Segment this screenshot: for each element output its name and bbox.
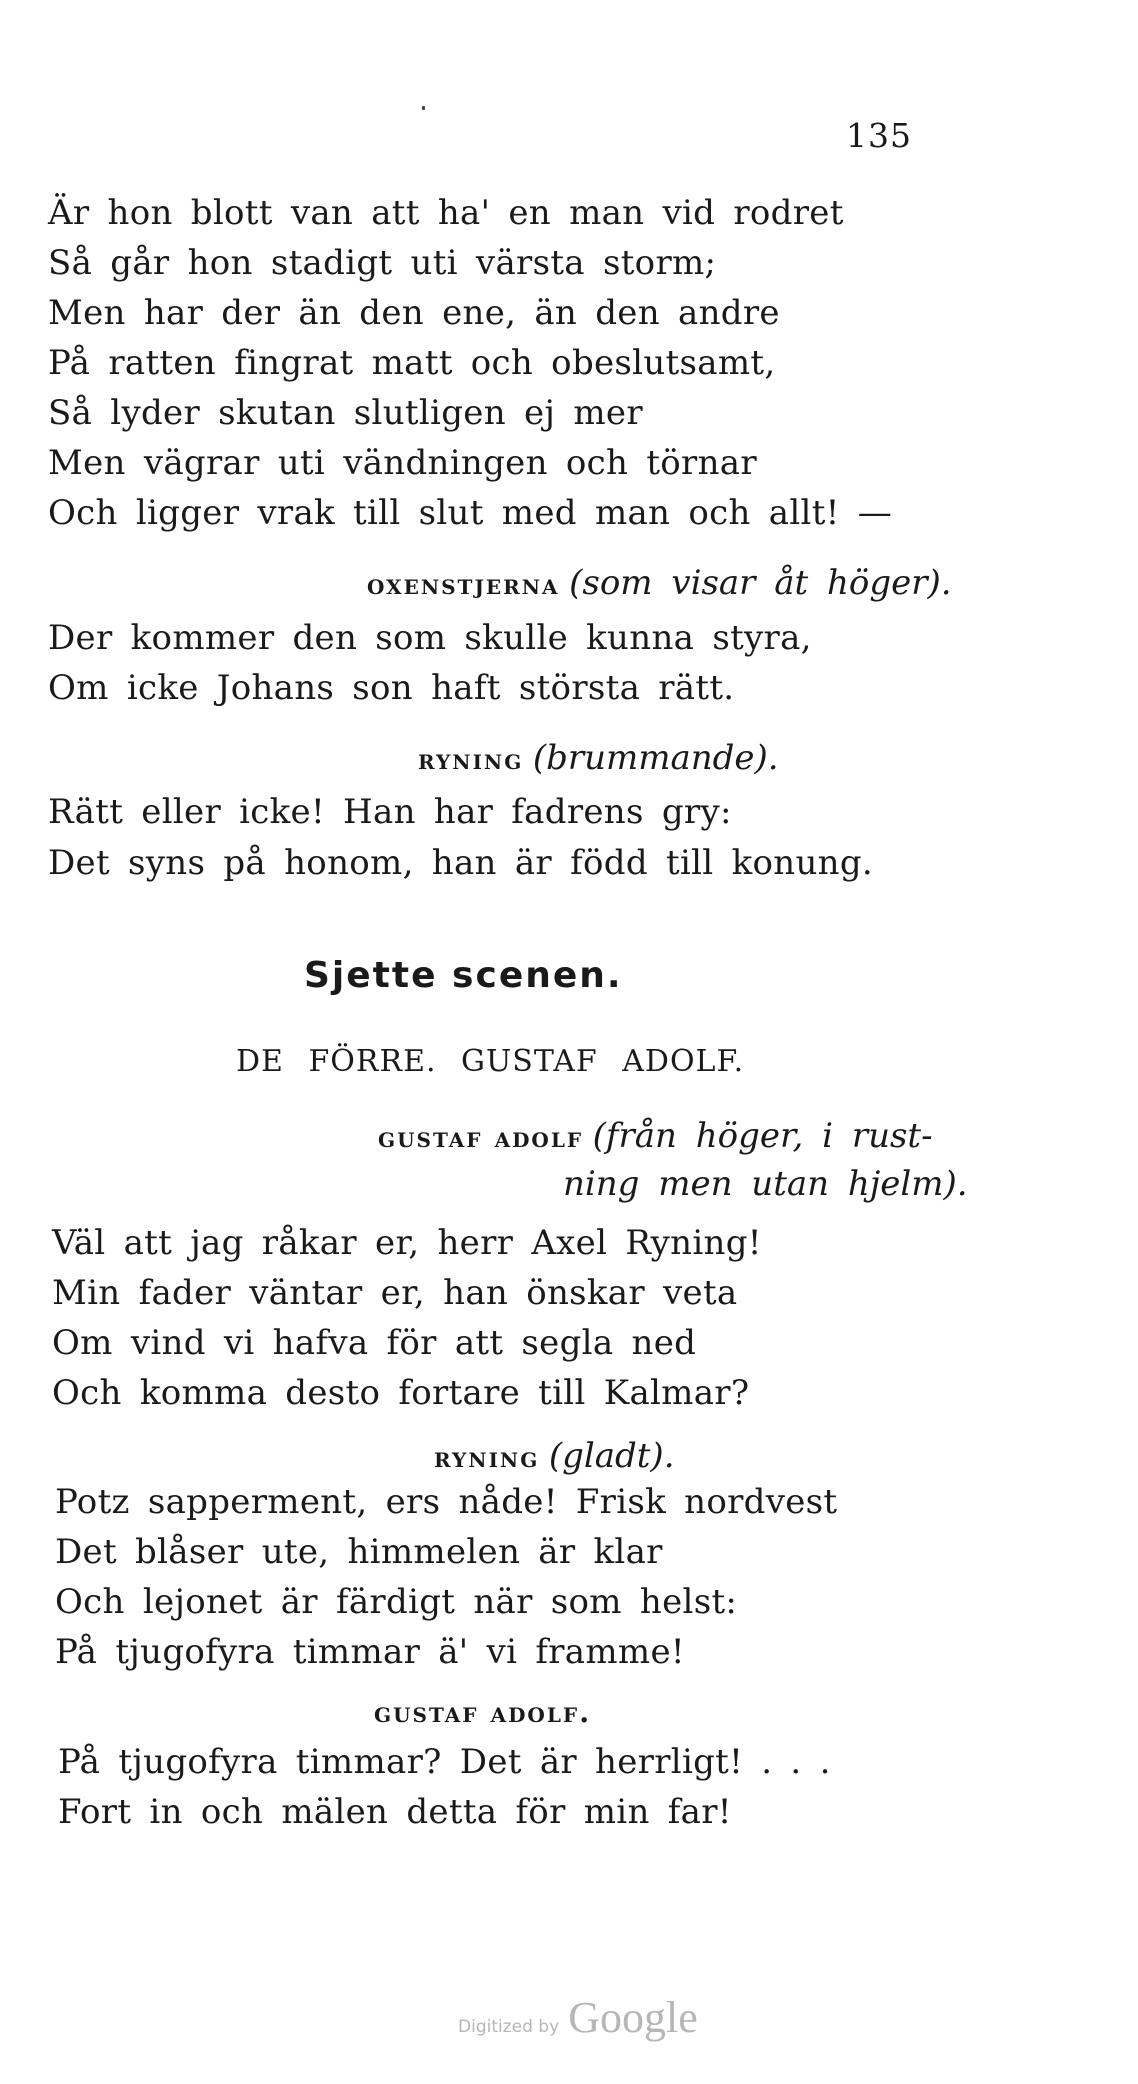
verse-line: Fort in och mälen detta för min far! [58,1792,732,1832]
verse-line: Men har der än den ene, än den andre [48,293,780,333]
speaker-heading [367,563,952,603]
speaker-heading [374,1695,591,1730]
speaker-heading [378,1116,933,1156]
verse-line: Der kommer den som skulle kunna styra, [48,618,812,658]
verse-line: Väl att jag råkar er, herr Axel Ryning! [52,1223,762,1263]
verse-line: Det blåser ute, himmelen är klar [55,1532,663,1572]
verse-line: Och komma desto fortare till Kalmar? [52,1373,750,1413]
verse-line: Så går hon stadigt uti värsta storm; [48,243,717,283]
verse-line: Och ligger vrak till slut med man och allt! — [48,493,893,533]
stage-direction: (från höger, i rust- [592,1116,933,1156]
verse-line: Det syns på honom, han är född till konung. [48,843,874,883]
verse-line: Så lyder skutan slutligen ej mer [48,393,643,433]
verse-line: På tjugofyra timmar? Det är herrligt! . . . [58,1742,831,1782]
verse-line: Min fader väntar er, han önskar veta [52,1273,738,1313]
verse-line: På tjugofyra timmar ä' vi framme! [55,1632,685,1672]
verse-line: Men vägrar uti vändningen och törnar [48,443,757,483]
stage-direction: (gladt). [548,1436,675,1476]
scene-title: Sjette scenen. [304,955,623,996]
speaker-name: ryning [418,742,524,776]
digitized-by-google-watermark [458,1992,698,2043]
ink-speck [422,106,425,110]
stage-direction: (som visar åt höger). [569,563,952,603]
stage-direction: (brummande). [532,738,779,778]
speaker-heading [418,738,779,778]
verse-line: Potz sapperment, ers nåde! Frisk nordvest [55,1482,838,1522]
speaker-name: gustaf adolf [378,1120,584,1154]
speaker-name: oxenstjerna [367,567,560,601]
speaker-name: ryning [434,1440,540,1474]
speaker-heading [434,1436,675,1476]
verse-line: Och lejonet är färdigt när som helst: [55,1582,738,1622]
page-number: 135 [846,116,912,155]
verse-line: Är hon blott van att ha' en man vid rodret [48,193,844,233]
cast-list: DE FÖRRE. GUSTAF ADOLF. [236,1044,745,1079]
verse-line: På ratten fingrat matt och obeslutsamt, [48,343,776,383]
verse-line: Rätt eller icke! Han har fadrens gry: [48,792,732,832]
verse-line: Om vind vi hafva för att segla ned [52,1323,697,1363]
stage-direction-continued [563,1164,968,1204]
verse-line: Om icke Johans son haft största rätt. [48,668,735,708]
digitized-by-label: Digitized by [458,2017,560,2037]
google-wordmark: Google [568,1993,698,2042]
speaker-name: gustaf adolf. [374,1695,592,1729]
stage-direction: ning men utan hjelm). [563,1164,968,1204]
